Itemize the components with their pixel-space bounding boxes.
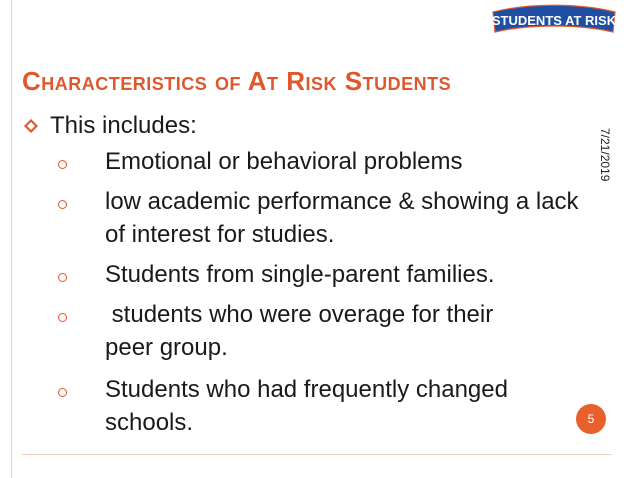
sub-bullet-text: students who were overage for their peer group. — [105, 301, 500, 361]
main-bullet — [24, 112, 197, 140]
slide-date: 7/21/2019 — [598, 128, 612, 182]
sub-bullet-1 — [58, 145, 618, 178]
sub-bullet-text: low academic performance & showing a lack of interest for studies. — [105, 188, 579, 248]
circle-bullet-icon — [58, 273, 67, 282]
sub-bullet-2 — [58, 185, 618, 251]
page-number-badge: 5 — [576, 404, 606, 434]
slide-title: Characteristics of At Risk Students — [22, 66, 452, 96]
sub-bullet-3 — [58, 258, 618, 291]
circle-bullet-icon — [58, 388, 67, 397]
sub-bullet-text: Students from single-parent families. — [105, 261, 495, 288]
sub-bullet-text: Students who had frequently changed schools. — [105, 376, 508, 436]
sub-bullet-4 — [58, 298, 618, 364]
sub-bullet-5 — [58, 373, 618, 439]
main-bullet-text: This includes: — [50, 112, 197, 139]
students-at-risk-logo — [489, 2, 619, 38]
circle-bullet-icon — [58, 160, 67, 169]
logo-text: STUDENTS AT RISK — [491, 13, 617, 28]
circle-bullet-icon — [58, 200, 67, 209]
left-rule — [11, 0, 12, 478]
sub-bullet-text: Emotional or behavioral problems — [105, 148, 463, 175]
diamond-bullet-icon — [24, 119, 38, 133]
footer-line — [22, 454, 612, 455]
circle-bullet-icon — [58, 313, 67, 322]
